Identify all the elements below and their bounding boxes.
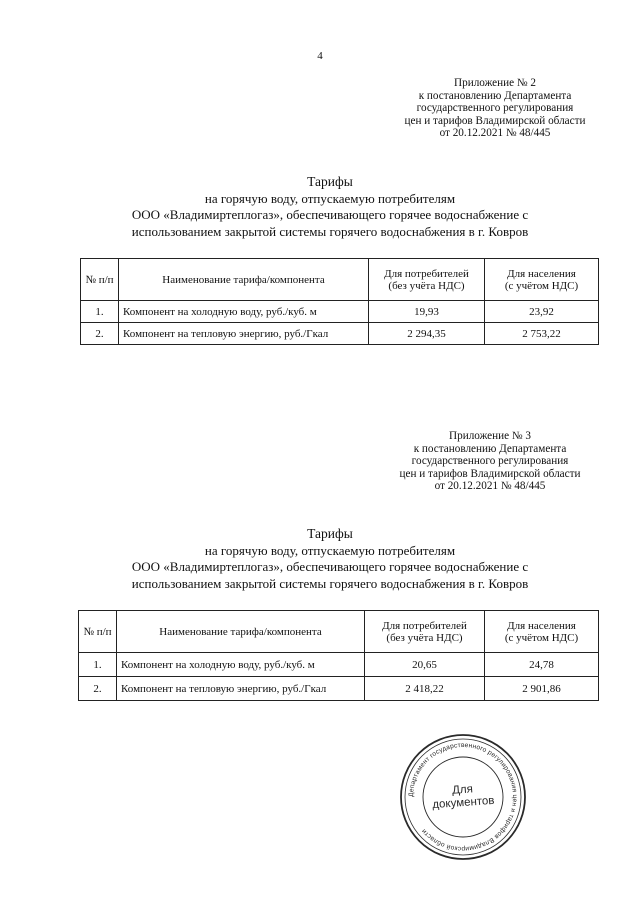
- header-population-line-1: Для населения: [507, 619, 576, 632]
- table-row: [79, 653, 599, 677]
- cell-population: 23,92: [485, 301, 599, 323]
- cell-num: 1.: [81, 301, 119, 323]
- appendix-2-line: Приложение № 2: [454, 77, 536, 89]
- appendix-3-line: цен и тарифов Владимирской области: [399, 467, 581, 480]
- header-consumers-line-2: (без учёта НДС): [386, 631, 463, 644]
- header-population-line-2: (с учётом НДС): [504, 631, 579, 644]
- header-consumers-line-1: Для потребителей: [382, 619, 467, 632]
- header-consumers: [365, 611, 485, 653]
- tariff-title-2: [60, 174, 600, 240]
- header-name: Наименование тарифа/компонента: [117, 611, 365, 653]
- appendix-2-header: [365, 77, 625, 140]
- tariff-title-line: использованием закрытой системы горячего водоснабжения в г. Ковров: [131, 223, 529, 239]
- header-population: [485, 611, 599, 653]
- appendix-2-line: к постановлению Департамента: [418, 89, 572, 102]
- cell-num: 2.: [79, 677, 117, 701]
- cell-consumers: 2 418,22: [365, 677, 485, 701]
- tariff-title-line: на горячую воду, отпускаемую потребителям: [204, 190, 456, 206]
- header-consumers: [369, 259, 485, 301]
- header-population-line-1: Для населения: [507, 267, 576, 280]
- tariff-heading: Тарифы: [307, 174, 353, 189]
- header-name: Наименование тарифа/компонента: [119, 259, 369, 301]
- header-population-line-2: (с учётом НДС): [504, 279, 579, 292]
- table-header-row: [79, 611, 599, 653]
- tariff-title-line: на горячую воду, отпускаемую потребителям: [204, 542, 456, 558]
- appendix-3-header: [360, 430, 620, 493]
- page-number: 4: [317, 50, 323, 62]
- table-row: [81, 301, 599, 323]
- table-row: [79, 677, 599, 701]
- cell-name: Компонент на холодную воду, руб./куб. м: [119, 301, 369, 323]
- appendix-3-line: от 20.12.2021 № 48/445: [434, 480, 546, 492]
- stamp-ring-text: Департамент государственного регулирования цен и тарифов Владимирской области: [407, 741, 519, 853]
- cell-num: 1.: [79, 653, 117, 677]
- cell-num: 2.: [81, 323, 119, 345]
- cell-name: Компонент на тепловую энергию, руб./Гкал: [119, 323, 369, 345]
- cell-population: 2 753,22: [485, 323, 599, 345]
- tariff-table-3: [78, 610, 599, 701]
- tariff-title-line: ООО «Владимиртеплогаз», обеспечивающего горячее водоснабжение с: [131, 559, 529, 574]
- cell-name: Компонент на холодную воду, руб./куб. м: [117, 653, 365, 677]
- cell-population: 24,78: [485, 653, 599, 677]
- appendix-3-line: Приложение № 3: [449, 430, 531, 442]
- header-num: № п/п: [81, 259, 119, 301]
- cell-consumers: 2 294,35: [369, 323, 485, 345]
- official-stamp: [399, 733, 527, 861]
- header-num: № п/п: [79, 611, 117, 653]
- table-header-row: [81, 259, 599, 301]
- header-population: [485, 259, 599, 301]
- appendix-3-line: к постановлению Департамента: [413, 442, 567, 455]
- stamp-line-2: документов: [431, 794, 495, 812]
- tariff-title-line: ООО «Владимиртеплогаз», обеспечивающего горячее водоснабжение с: [131, 207, 529, 222]
- appendix-2-line: от 20.12.2021 № 48/445: [439, 127, 551, 139]
- stamp-line-1: Для: [451, 783, 474, 797]
- tariff-table-2: [80, 258, 599, 345]
- cell-consumers: 20,65: [365, 653, 485, 677]
- cell-name: Компонент на тепловую энергию, руб./Гкал: [117, 677, 365, 701]
- table-row: [81, 323, 599, 345]
- appendix-2-line: цен и тарифов Владимирской области: [404, 114, 586, 127]
- header-consumers-line-2: (без учёта НДС): [388, 279, 465, 292]
- tariff-title-line: использованием закрытой системы горячего водоснабжения в г. Ковров: [131, 575, 529, 591]
- cell-population: 2 901,86: [485, 677, 599, 701]
- cell-consumers: 19,93: [369, 301, 485, 323]
- appendix-3-line: государственного регулирования: [411, 455, 569, 467]
- tariff-title-3: [60, 526, 600, 592]
- stamp-center: [395, 729, 532, 866]
- appendix-2-line: государственного регулирования: [416, 102, 574, 114]
- header-consumers-line-1: Для потребителей: [384, 267, 469, 280]
- tariff-heading: Тарифы: [307, 526, 353, 541]
